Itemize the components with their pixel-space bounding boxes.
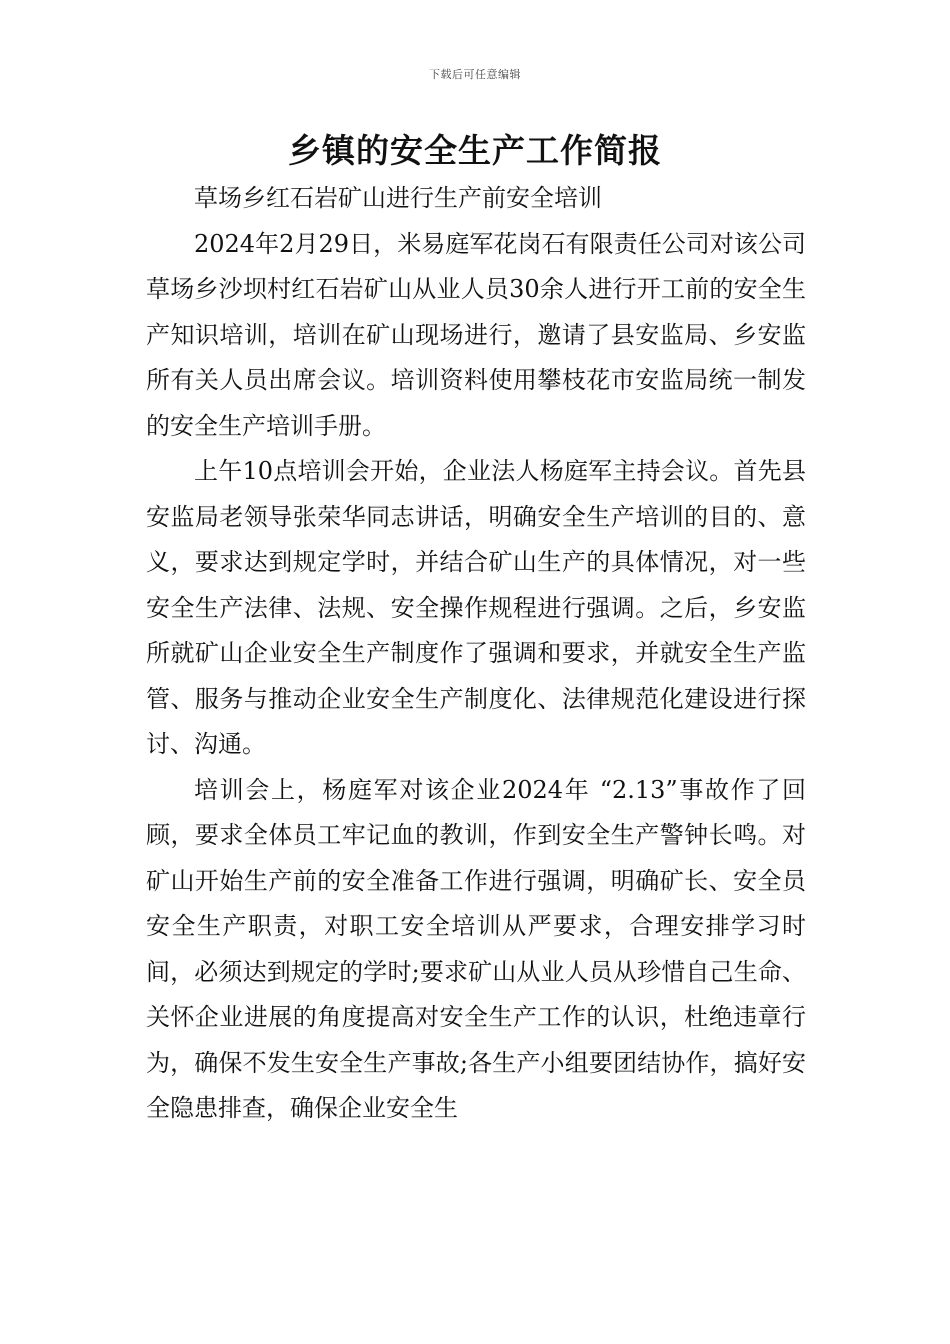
paragraph-1: 2024年2月29日，米易庭军花岗石有限责任公司对该公司草场乡沙坝村红石岩矿山从业人员30余人进行开工前的安全生产知识培训，培训在矿山现场进行，邀请了县安监局、乡安监所有关人员出席会议。培训资料使用攀枝花市安监局统一制发的安全生产培训手册。: [146, 229, 806, 440]
paragraph-2: 上午10点培训会开始，企业法人杨庭军主持会议。首先县安监局老领导张荣华同志讲话，明确安全生产培训的目的、意义，要求达到规定学时，并结合矿山生产的具体情况，对一些安全生产法律、法规、安全操作规程进行强调。之后，乡安监所就矿山企业安全生产制度作了强调和要求，并就安全生产监管、服务与推动企业安全生产制度化、法律规范化建设进行探讨、沟通。: [146, 457, 806, 758]
document-title: 乡镇的安全生产工作简报: [288, 131, 662, 170]
paragraph-3: 培训会上，杨庭军对该企业2024年 “2.13”事故作了回顾，要求全体员工牢记血的教训，作到安全生产警钟长鸣。对矿山开始生产前的安全准备工作进行强调，明确矿长、安全员安全生产职责，对职工安全培训从严要求，合理安排学习时间，必须达到规定的学时;要求矿山从业人员从珍惜自己生命、关怀企业进展的角度提高对安全生产工作的认识，杜绝违章行为，确保不发生安全生产事故;各生产小组要团结协作，搞好安全隐患排查，确保企业安全生: [146, 775, 806, 1122]
document-body: [146, 176, 806, 1132]
document-subtitle: 草场乡红石岩矿山进行生产前安全培训: [194, 184, 602, 212]
header-note: 下载后可任意编辑: [429, 68, 521, 81]
